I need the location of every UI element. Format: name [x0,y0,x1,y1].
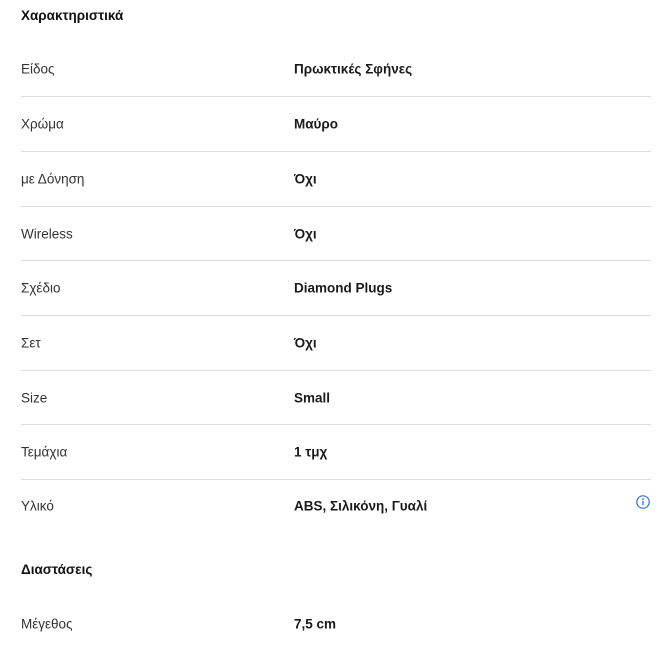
spec-value: Όχι [294,226,317,241]
spec-row-type [21,42,651,97]
spec-value: Όχι [294,171,317,187]
spec-value: Μαύρο [294,116,339,132]
features-table [21,42,651,532]
spec-value: Diamond Plugs [294,280,393,296]
spec-row-wireless [21,207,651,261]
spec-row-pieces [21,425,651,480]
spec-value: Πρωκτικές Σφήνες [294,61,413,77]
spec-row-size [21,371,651,425]
spec-value: 7,5 cm [294,616,337,631]
spec-label: Χρώμα [21,116,64,132]
spec-label: με Δόνηση [21,171,85,187]
spec-label: Size [21,390,48,405]
spec-label: Υλικό [21,498,54,514]
spec-label: Wireless [21,226,73,241]
info-icon[interactable] [636,495,650,509]
spec-value: Small [294,390,331,405]
spec-row-design [21,261,651,316]
dimensions-table [21,596,651,651]
spec-value: 1 τμχ [294,444,328,460]
features-title: Χαρακτηριστικά [21,8,124,23]
spec-row-set [21,316,651,371]
spec-row-vibration [21,152,651,207]
dimensions-title: Διαστάσεις [21,562,93,577]
spec-value: Όχι [294,335,317,351]
spec-row-color [21,97,651,152]
spec-row-material [21,480,651,532]
spec-label: Είδος [21,61,55,77]
spec-label: Σχέδιο [21,280,61,296]
spec-label: Τεμάχια [21,444,68,460]
spec-label: Μέγεθος [21,616,73,631]
spec-label: Σετ [21,335,41,351]
spec-row-length [21,596,651,651]
spec-value: ABS, Σιλικόνη, Γυαλί [294,498,428,514]
